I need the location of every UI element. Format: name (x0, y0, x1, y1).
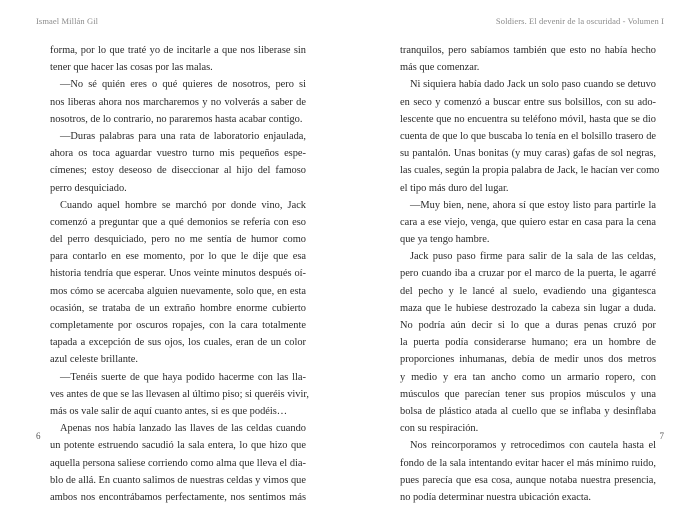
page-number-left: 6 (36, 431, 41, 441)
text-line: del pecho y le lancé al suelo, evadiendo una gigantesca (400, 285, 656, 297)
text-line: ahora os toca aguardar vuestro turno mis pequeños espe- (50, 148, 306, 160)
text-line: Jack puso paso firme para salir de la sala de las celdas, (410, 251, 656, 263)
text-line: maza que le hubiese destrozado la cabeza sin lugar a duda. (400, 302, 656, 314)
text-line: en seco y comenzó a buscar entre sus bolsillos, con su ado- (400, 96, 656, 108)
text-line: No podría aún decir si lo que a duras penas cruzó por (400, 320, 656, 331)
left-page (0, 0, 350, 503)
text-line: músculos que parecían tener sus propios músculos y una (400, 388, 656, 400)
text-line: címenes; estoy deseoso de diseccionar al hijo del famoso (50, 165, 306, 177)
text-line: las cuales, según la propia palabra de Jack, le hacían ver como (400, 165, 660, 177)
text-line: nosotros, de lo contrario, no pararemos hasta acabar contigo. (50, 113, 303, 125)
running-head-title: Soldiers. El devenir de la oscuridad - Volumen I (495, 16, 664, 26)
text-line: —No sé quién eres o qué quieres de nosotros, pero si (60, 79, 306, 91)
text-line: —Duras palabras para una rata de laboratorio enjaulada, (60, 130, 306, 142)
text-line: el tipo más duro del lugar. (400, 182, 509, 194)
text-line: su pantalón. Unas bonitas (y muy caras) gafas de sol negras, (400, 148, 656, 160)
text-line: más que comenzar. (400, 62, 480, 74)
text-line: cuenta de que lo que buscaba lo tenía en el bolsillo trasero de (400, 130, 656, 142)
text-line: Apenas nos había lanzado las llaves de las celdas cuando (60, 423, 306, 435)
text-line: pero cuando iba a cruzar por el marco de la puerta, le agarré (400, 268, 656, 280)
text-line: ves antes de que se las llevasen al último piso; si queréis vivir, (50, 388, 310, 400)
text-line: aquella persona saliese corriendo como alma que lleva el dia- (50, 457, 306, 469)
text-line: un potente estruendo sacudió la sala entera, lo que hizo que (50, 440, 306, 452)
text-line: la puerta podía considerarse humano; era un hombre de (400, 337, 656, 349)
text-line: más os vale salir de aquí cuanto antes, si es que podéis… (50, 405, 288, 417)
left-body-text (50, 42, 310, 506)
text-line: ocasión, se trataba de un extraño hombre enorme cubierto (50, 302, 306, 314)
text-line: tener que hacer las cosas por las malas. (50, 62, 213, 74)
text-line: cara a ese viejo, venga, que quiero estar en casa para la cena (400, 216, 656, 228)
right-page (350, 0, 700, 503)
text-line: pues parecía que esa cosa, aunque notaba nuestra presencia, (400, 474, 656, 486)
text-line: perro desquiciado. (50, 182, 127, 194)
text-line: tapada a excepción de sus ojos, los cuales, eran de un color (50, 337, 306, 349)
text-line: lescente que no encuentra su teléfono móvil, hasta que se dio (400, 113, 656, 125)
text-line: y medio y era tan ancho como un armario ropero, con (400, 371, 656, 383)
text-line: proporciones inhumanas, debía de medir unos dos metros (400, 354, 656, 366)
text-line: Nos reincorporamos y retrocedimos con cautela hasta el (410, 440, 656, 452)
text-line: completamente por oscuros ropajes, con la cara totalmente (50, 320, 306, 331)
text-line: comenzó a preguntar que a qué demonios se refería con eso (50, 216, 306, 228)
text-line: tranquilos, pero sabíamos también que esto no había hecho (400, 45, 656, 56)
text-line: nos liberas ahora nos marcharemos y no volverás a saber de (50, 96, 306, 108)
text-line: historia tendría que esperar. Unos veinte minutos después oí- (50, 268, 306, 280)
text-line: bolsa de plástico atada al cuello que se inflaba y desinflaba (400, 405, 656, 417)
page-number-right: 7 (659, 431, 664, 441)
text-line: azul celeste brillante. (50, 354, 138, 366)
text-line: para contarlo en ese momento, por lo que le dije que esa (50, 251, 306, 263)
running-head-author: Ismael Millán Gil (36, 16, 99, 26)
right-body-text (400, 42, 660, 506)
text-line: ambos nos encontrábamos perfectamente, nos sentimos más (50, 491, 306, 503)
text-line: que ya tengo hambre. (400, 234, 490, 246)
text-line: —Tenéis suerte de que haya podido hacerme con las lla- (60, 371, 306, 383)
text-line: —Muy bien, nene, ahora sí que estoy listo para partirle la (410, 199, 656, 211)
text-line: Ni siquiera había dado Jack un solo paso cuando se detuvo (410, 79, 656, 91)
text-line: forma, por lo que traté yo de incitarle a que nos liberase sin (50, 45, 306, 56)
text-line: fondo de la sala intentando evitar hacer el más mínimo ruido, (400, 457, 656, 469)
text-line: con su respiración. (400, 423, 479, 435)
text-line: no podía determinar nuestra ubicación exacta. (400, 491, 591, 503)
text-line: mos cómo se acercaba alguien nuevamente, solo que, en esta (50, 285, 306, 297)
text-line: del perro desquiciado, pero no me sentía de humor como (50, 234, 306, 246)
text-line: Cuando aquel hombre se marchó por donde vino, Jack (60, 199, 306, 211)
text-line: blo de allá. En cuanto salimos de nuestras celdas y vimos que (50, 474, 306, 486)
